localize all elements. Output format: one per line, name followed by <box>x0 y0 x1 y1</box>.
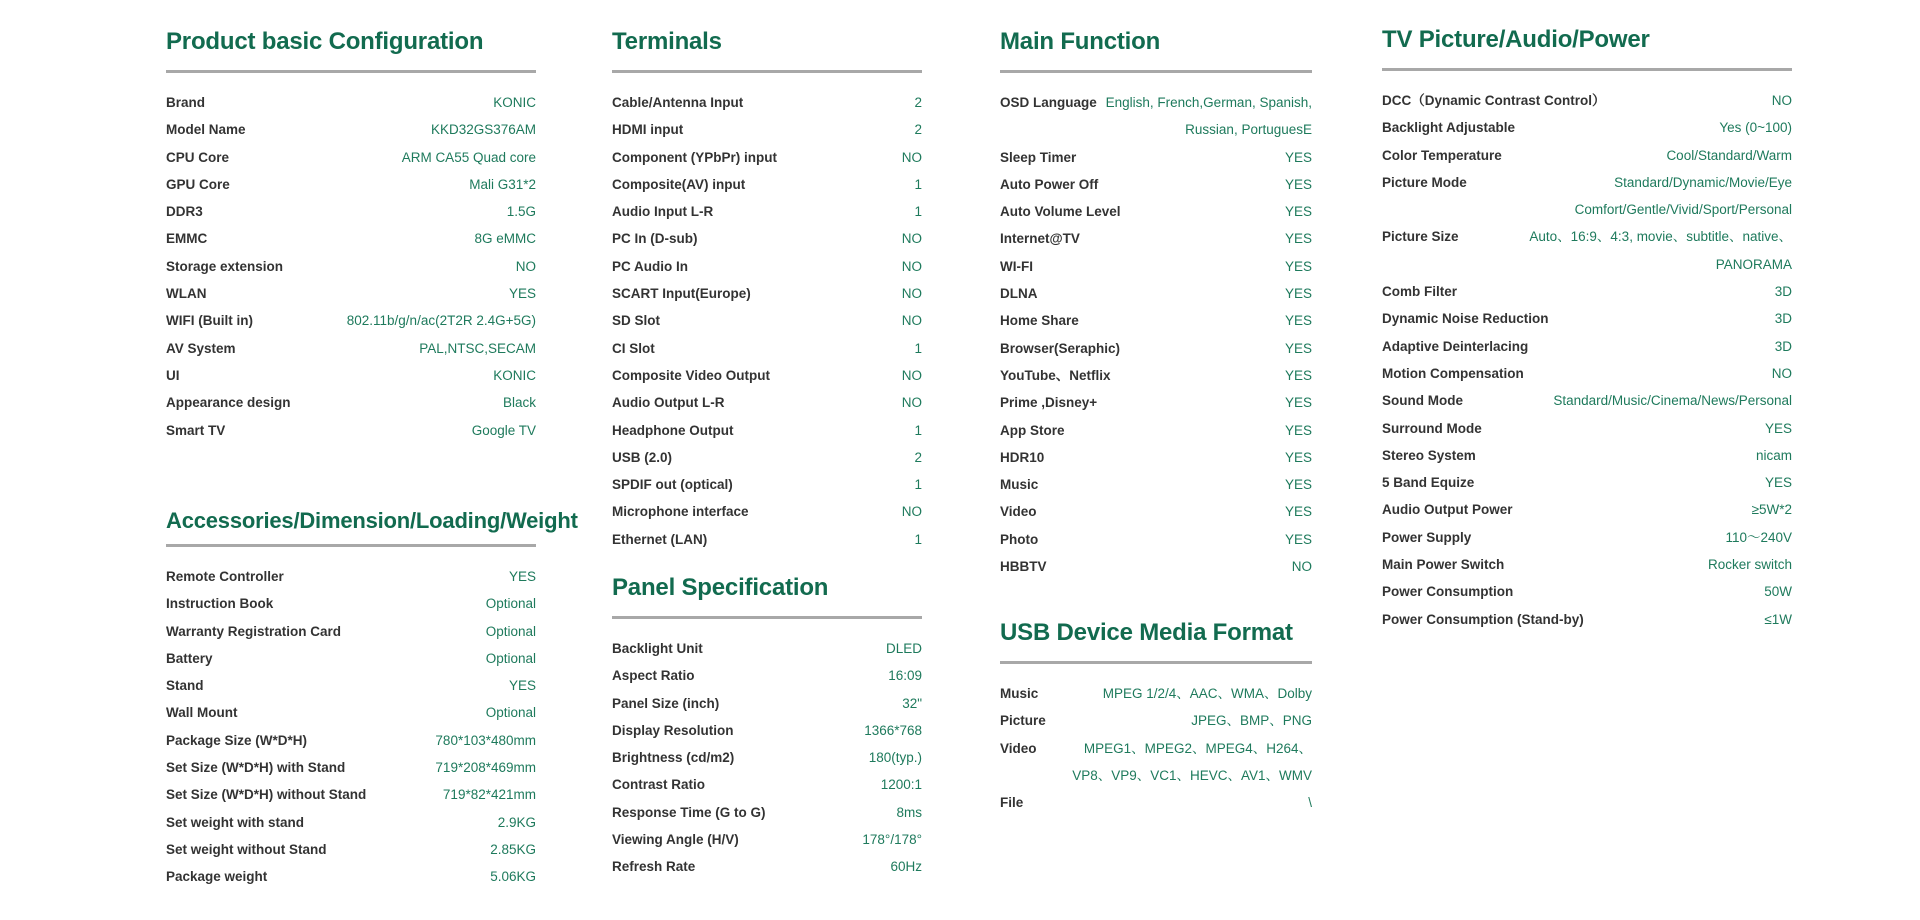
spec-value: YES <box>1284 313 1312 329</box>
spec-row <box>1382 305 1792 332</box>
spec-value: NO <box>901 258 922 274</box>
spec-row <box>1000 680 1312 707</box>
spec-value: YES <box>1284 477 1312 493</box>
spec-label: HDR10 <box>1000 449 1045 465</box>
spec-label: DDR3 <box>166 204 203 220</box>
spec-row <box>612 717 922 744</box>
spec-label: Brand <box>166 95 206 110</box>
spec-value: 2.9KG <box>497 814 536 830</box>
spec-label: WIFI (Built in) <box>166 313 253 329</box>
spec-row <box>612 444 922 471</box>
spec-value: 2 <box>914 95 922 110</box>
section-title: Terminals <box>612 28 722 55</box>
spec-label: Set weight without Stand <box>166 841 327 857</box>
spec-value: 2 <box>914 122 922 138</box>
spec-value: nicam <box>1755 447 1792 463</box>
spec-label: EMMC <box>166 231 208 247</box>
spec-row <box>166 727 536 754</box>
spec-value: 1.5G <box>506 204 536 220</box>
spec-label: Power Consumption (Stand-by) <box>1382 611 1584 627</box>
spec-value: 1 <box>914 340 922 356</box>
spec-value: NO <box>901 504 922 520</box>
spec-label: Model Name <box>166 122 246 138</box>
spec-value: ≥5W*2 <box>1751 502 1792 518</box>
spec-label: Wall Mount <box>166 705 238 721</box>
spec-row <box>612 335 922 362</box>
section-title: Accessories/Dimension/Loading/Weight <box>166 508 578 533</box>
spec-value: 178°/178° <box>862 832 922 848</box>
spec-label: Backlight Adjustable <box>1382 120 1516 136</box>
spec-label: Picture Mode <box>1382 174 1467 190</box>
spec-row <box>612 690 922 717</box>
spec-list <box>166 563 536 891</box>
spec-label: Audio Output Power <box>1382 502 1513 518</box>
spec-row <box>1382 142 1792 169</box>
spec-value: 3D <box>1774 338 1792 354</box>
spec-value: YES <box>1284 395 1312 411</box>
spec-value: YES <box>1284 449 1312 465</box>
spec-value: 1 <box>914 204 922 220</box>
spec-label: Refresh Rate <box>612 859 696 875</box>
section-title: Panel Specification <box>612 574 829 601</box>
spec-row <box>1000 307 1312 334</box>
spec-label: Auto Volume Level <box>1000 204 1121 220</box>
spec-label: HDMI input <box>612 122 684 138</box>
spec-value: YES <box>1284 176 1312 192</box>
spec-value: 719*208*469mm <box>435 760 536 776</box>
spec-row <box>1000 362 1312 389</box>
spec-value: NO <box>901 395 922 411</box>
spec-label: Headphone Output <box>612 422 734 438</box>
spec-value: PAL,NTSC,SECAM <box>419 340 536 356</box>
spec-value: Optional <box>485 705 536 721</box>
section-divider <box>612 70 922 73</box>
spec-label: App Store <box>1000 422 1065 438</box>
spec-value: NO <box>901 367 922 383</box>
spec-label: Contrast Ratio <box>612 777 706 793</box>
spec-row <box>612 526 922 553</box>
spec-row <box>1000 498 1312 525</box>
spec-row <box>1000 89 1312 144</box>
spec-row <box>166 89 536 116</box>
spec-value: YES <box>1284 367 1312 383</box>
spec-value: YES <box>1764 475 1792 491</box>
spec-value: DLED <box>885 641 922 656</box>
spec-label: DLNA <box>1000 286 1038 302</box>
spec-row <box>1000 198 1312 225</box>
spec-label: WLAN <box>166 286 207 302</box>
spec-label: Adaptive Deinterlacing <box>1382 338 1529 354</box>
spec-list <box>1000 89 1312 580</box>
spec-row <box>1382 469 1792 496</box>
spec-list <box>1000 680 1312 816</box>
spec-row <box>612 225 922 252</box>
spec-row <box>1382 524 1792 551</box>
spec-row <box>1382 551 1792 578</box>
spec-label: Brightness (cd/m2) <box>612 750 735 766</box>
spec-label: Smart TV <box>166 422 226 438</box>
section-usb-media-format <box>1000 619 1312 816</box>
spec-row <box>612 744 922 771</box>
spec-row <box>612 171 922 198</box>
spec-label: Main Power Switch <box>1382 557 1505 573</box>
spec-row <box>166 754 536 781</box>
spec-label: Dynamic Noise Reduction <box>1382 311 1549 327</box>
spec-value: \ <box>1308 795 1312 811</box>
spec-label: WI-FI <box>1000 258 1033 274</box>
spec-label: Music <box>1000 686 1039 701</box>
section-divider <box>1382 68 1792 71</box>
spec-row <box>1000 335 1312 362</box>
spec-label: Composite(AV) input <box>612 176 746 192</box>
spec-value: YES <box>1284 340 1312 356</box>
spec-value: YES <box>1284 149 1312 165</box>
spec-value: NO <box>1291 559 1312 575</box>
spec-label: Surround Mode <box>1382 420 1482 436</box>
spec-list <box>166 89 536 444</box>
spec-label: Color Temperature <box>1382 147 1502 163</box>
spec-row <box>612 417 922 444</box>
spec-row <box>612 362 922 389</box>
spec-value: 110～240V <box>1725 529 1792 545</box>
spec-value: NO <box>515 258 536 274</box>
spec-row <box>1000 471 1312 498</box>
spec-label: Package weight <box>166 869 268 885</box>
spec-label: Viewing Angle (H/V) <box>612 832 739 848</box>
spec-label: USB (2.0) <box>612 449 673 465</box>
spec-row <box>1000 553 1312 580</box>
spec-row <box>1382 114 1792 141</box>
spec-row <box>612 471 922 498</box>
spec-value: Optional <box>485 596 536 612</box>
spec-value: English, French,German, Spanish, Russian, PortuguesE <box>1105 95 1312 138</box>
spec-value: 719*82*421mm <box>442 787 536 803</box>
spec-label: Panel Size (inch) <box>612 695 720 711</box>
spec-row <box>1382 87 1792 114</box>
spec-label: Picture <box>1000 713 1046 729</box>
spec-value: Black <box>502 395 536 411</box>
spec-label: SPDIF out (optical) <box>612 477 733 493</box>
section-title: USB Device Media Format <box>1000 619 1293 646</box>
spec-value: Optional <box>485 623 536 639</box>
spec-value: Cool/Standard/Warm <box>1666 147 1792 163</box>
spec-label: Audio Input L-R <box>612 204 714 220</box>
spec-label: Aspect Ratio <box>612 668 695 684</box>
spec-row <box>166 618 536 645</box>
spec-row <box>612 253 922 280</box>
spec-label: Instruction Book <box>166 596 274 612</box>
spec-value: NO <box>901 231 922 247</box>
spec-label: Backlight Unit <box>612 641 703 656</box>
spec-value: YES <box>1764 420 1792 436</box>
spec-label: CI Slot <box>612 340 655 356</box>
spec-label: Picture Size <box>1382 229 1459 245</box>
spec-value: YES <box>508 569 536 584</box>
spec-row <box>166 836 536 863</box>
spec-label: Video <box>1000 740 1037 756</box>
spec-value: YES <box>1284 531 1312 547</box>
spec-row <box>166 699 536 726</box>
section-divider <box>1000 70 1312 73</box>
spec-row <box>612 89 922 116</box>
spec-row <box>1000 789 1312 816</box>
spec-label: Comb Filter <box>1382 284 1458 300</box>
spec-value: JPEG、BMP、PNG <box>1191 713 1312 729</box>
spec-label: YouTube、Netflix <box>1000 367 1111 383</box>
spec-label: Warranty Registration Card <box>166 623 342 639</box>
spec-row <box>612 771 922 798</box>
section-terminals <box>612 28 922 553</box>
spec-label: Prime ,Disney+ <box>1000 395 1098 411</box>
spec-label: CPU Core <box>166 149 230 165</box>
spec-row <box>1382 278 1792 305</box>
spec-label: SD Slot <box>612 313 661 329</box>
spec-row <box>166 645 536 672</box>
spec-row <box>166 280 536 307</box>
spec-row <box>1382 606 1792 633</box>
spec-label: Remote Controller <box>166 569 284 584</box>
spec-value: NO <box>1771 365 1792 381</box>
spec-value: 50W <box>1764 584 1792 600</box>
spec-label: Stereo System <box>1382 447 1476 463</box>
section-accessories <box>166 508 578 891</box>
spec-label: Cable/Antenna Input <box>612 95 744 110</box>
spec-row <box>612 662 922 689</box>
spec-row <box>1382 415 1792 442</box>
spec-row <box>1000 144 1312 171</box>
spec-row <box>612 144 922 171</box>
spec-value: KONIC <box>493 95 536 110</box>
spec-value: MPEG1、MPEG2、MPEG4、H264、 VP8、VP9、VC1、HEVC、AV1、WMV <box>1072 740 1312 783</box>
spec-row <box>166 672 536 699</box>
spec-row <box>612 826 922 853</box>
spec-label: PC Audio In <box>612 258 688 274</box>
spec-value: NO <box>901 286 922 302</box>
spec-value: Yes (0~100) <box>1719 120 1792 136</box>
spec-value: YES <box>1284 286 1312 302</box>
spec-row <box>612 198 922 225</box>
spec-row <box>166 863 536 890</box>
spec-label: GPU Core <box>166 176 230 192</box>
spec-value: YES <box>1284 258 1312 274</box>
spec-row <box>612 635 922 662</box>
spec-value: 1200:1 <box>880 777 922 793</box>
section-divider <box>1000 661 1312 664</box>
spec-label: Component (YPbPr) input <box>612 149 777 165</box>
spec-label: SCART Input(Europe) <box>612 286 751 302</box>
spec-value: Standard/Music/Cinema/News/Personal <box>1553 393 1792 409</box>
spec-row <box>1000 735 1312 790</box>
spec-label: Composite Video Output <box>612 367 770 383</box>
spec-row <box>1382 496 1792 523</box>
spec-value: 802.11b/g/n/ac(2T2R 2.4G+5G) <box>346 313 536 329</box>
spec-row <box>166 171 536 198</box>
spec-value: Google TV <box>471 422 536 438</box>
spec-value: YES <box>1284 204 1312 220</box>
spec-value: 1366*768 <box>864 722 922 738</box>
spec-row <box>612 498 922 525</box>
spec-label: Set Size (W*D*H) without Stand <box>166 787 367 803</box>
section-main-function <box>1000 28 1312 580</box>
spec-label: AV System <box>166 340 236 356</box>
spec-list <box>612 635 922 881</box>
spec-value: 1 <box>914 176 922 192</box>
spec-value: 180(typ.) <box>868 750 922 766</box>
spec-value: KONIC <box>493 367 536 383</box>
section-title: Main Function <box>1000 28 1161 55</box>
spec-value: Mali G31*2 <box>469 176 536 192</box>
section-tv-picture-audio-power <box>1382 26 1792 633</box>
spec-label: Appearance design <box>166 395 291 411</box>
section-title: TV Picture/Audio/Power <box>1382 26 1650 53</box>
spec-row <box>166 225 536 252</box>
spec-row <box>612 389 922 416</box>
spec-value: NO <box>901 149 922 165</box>
spec-value: 1 <box>914 422 922 438</box>
section-divider <box>166 544 536 547</box>
spec-row <box>1382 442 1792 469</box>
spec-value: 32" <box>902 695 922 711</box>
spec-row <box>166 563 536 590</box>
spec-row <box>1382 578 1792 605</box>
spec-value: ≤1W <box>1764 611 1792 627</box>
spec-label: Sound Mode <box>1382 393 1463 409</box>
spec-row <box>1000 171 1312 198</box>
spec-value: 5.06KG <box>490 869 536 885</box>
spec-row <box>166 307 536 334</box>
section-basic-configuration <box>166 28 536 444</box>
spec-label: Package Size (W*D*H) <box>166 732 308 748</box>
spec-value: YES <box>1284 504 1312 520</box>
spec-value: 60Hz <box>890 859 922 875</box>
spec-label: Power Consumption <box>1382 584 1514 600</box>
spec-row <box>1000 280 1312 307</box>
spec-row <box>1000 253 1312 280</box>
spec-value: 8ms <box>896 804 922 820</box>
spec-value: 3D <box>1774 284 1792 300</box>
spec-label: Video <box>1000 504 1037 520</box>
spec-row <box>1382 387 1792 414</box>
section-divider <box>612 616 922 619</box>
spec-row <box>612 799 922 826</box>
spec-row <box>1000 225 1312 252</box>
spec-row <box>166 389 536 416</box>
spec-label: Stand <box>166 678 204 694</box>
spec-row <box>1000 707 1312 734</box>
spec-value: 8G eMMC <box>474 231 536 247</box>
spec-row <box>1000 389 1312 416</box>
spec-label: Display Resolution <box>612 722 734 738</box>
spec-value: NO <box>901 313 922 329</box>
spec-row <box>612 307 922 334</box>
section-title: Product basic Configuration <box>166 28 484 55</box>
spec-label: DCC（Dynamic Contrast Control） <box>1382 93 1606 108</box>
spec-row <box>612 116 922 143</box>
spec-value: Standard/Dynamic/Movie/Eye Comfort/Gentle/Vivid/Sport/Personal <box>1574 174 1792 218</box>
spec-label: Motion Compensation <box>1382 365 1524 381</box>
spec-row <box>612 853 922 880</box>
spec-label: 5 Band Equize <box>1382 475 1475 491</box>
spec-row <box>166 590 536 617</box>
spec-label: Set weight with stand <box>166 814 305 830</box>
spec-value: 16:09 <box>888 668 922 684</box>
spec-label: Sleep Timer <box>1000 149 1077 165</box>
spec-row <box>1000 417 1312 444</box>
spec-label: Internet@TV <box>1000 231 1080 247</box>
spec-label: File <box>1000 795 1024 811</box>
spec-row <box>166 116 536 143</box>
spec-row <box>166 198 536 225</box>
spec-label: Microphone interface <box>612 504 749 520</box>
spec-row <box>612 280 922 307</box>
spec-value: YES <box>508 286 536 302</box>
spec-value: YES <box>1284 422 1312 438</box>
spec-label: Power Supply <box>1382 529 1472 545</box>
section-divider <box>166 70 536 73</box>
spec-value: 2.85KG <box>490 841 536 857</box>
spec-row <box>1000 526 1312 553</box>
spec-value: Optional <box>485 650 536 666</box>
spec-label: Music <box>1000 477 1039 493</box>
spec-row <box>166 335 536 362</box>
spec-row <box>166 253 536 280</box>
spec-label: Battery <box>166 650 213 666</box>
spec-label: Home Share <box>1000 313 1079 329</box>
spec-label: PC In (D-sub) <box>612 231 698 247</box>
spec-label: UI <box>166 367 180 383</box>
spec-value: NO <box>1771 93 1792 108</box>
spec-value: YES <box>1284 231 1312 247</box>
spec-value: YES <box>508 678 536 694</box>
spec-row <box>166 144 536 171</box>
spec-row <box>166 781 536 808</box>
spec-label: Response Time (G to G) <box>612 804 766 820</box>
spec-value: 3D <box>1774 311 1792 327</box>
spec-value: Auto、16:9、4:3, movie、subtitle、native、 PANORAMA <box>1529 229 1792 272</box>
spec-value: 2 <box>914 449 922 465</box>
spec-value: 1 <box>914 531 922 547</box>
spec-row <box>1382 169 1792 224</box>
spec-label: HBBTV <box>1000 559 1047 575</box>
spec-label: Ethernet (LAN) <box>612 531 708 547</box>
spec-label: Audio Output L-R <box>612 395 725 411</box>
spec-value: Rocker switch <box>1707 557 1792 573</box>
spec-row <box>166 809 536 836</box>
spec-list <box>612 89 922 553</box>
spec-row <box>1382 333 1792 360</box>
spec-label: Browser(Seraphic) <box>1000 340 1121 356</box>
spec-value: MPEG 1/2/4、AAC、WMA、Dolby <box>1102 686 1312 701</box>
spec-value: ARM CA55 Quad core <box>401 149 536 165</box>
spec-label: Set Size (W*D*H) with Stand <box>166 760 346 776</box>
spec-value: 780*103*480mm <box>435 732 536 748</box>
spec-label: OSD Language <box>1000 95 1097 110</box>
spec-row <box>166 362 536 389</box>
spec-row <box>1000 444 1312 471</box>
section-panel-specification <box>612 574 922 881</box>
spec-value: 1 <box>914 477 922 493</box>
spec-list <box>1382 87 1792 633</box>
spec-label: Photo <box>1000 531 1039 547</box>
spec-label: Auto Power Off <box>1000 176 1099 192</box>
spec-row <box>1382 360 1792 387</box>
spec-value: KKD32GS376AM <box>430 122 536 138</box>
spec-row <box>1382 223 1792 278</box>
spec-row <box>166 417 536 444</box>
spec-label: Storage extension <box>166 258 284 274</box>
